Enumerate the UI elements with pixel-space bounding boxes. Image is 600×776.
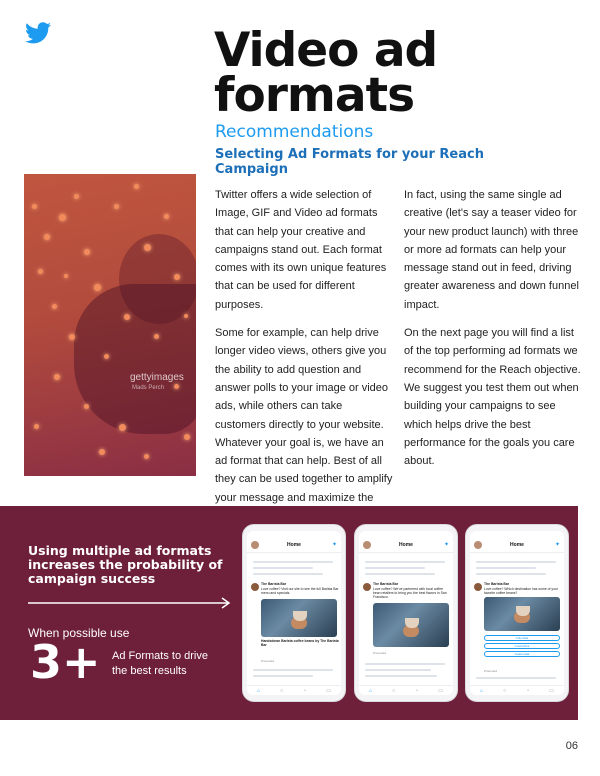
phone-mockup-website-card	[242, 524, 346, 702]
body-paragraph: On the next page you will find a list of the top performing ad formats we recommend for the Reach objective. We suggest you test them out when building your campaigns to see which helps drive the best performance for the goals you care about.	[404, 327, 581, 468]
light-dot	[32, 204, 37, 209]
body-paragraph: Some for example, can help drive longer video views, others give you the ability to add question and answer polls to your image or video ads, while others can take customers directly to your website. Whatever your goal is, we have an ad format that can help. Best of all they can be used together to amplify your message and maximize the	[215, 327, 393, 504]
twitter-bird-icon	[25, 22, 51, 44]
title-line-2: formats	[214, 68, 415, 123]
sparkle-icon: ✦	[554, 542, 560, 548]
callout-heading: Using multiple ad formats increases the probability of campaign success	[28, 543, 223, 586]
account-avatar	[251, 583, 259, 591]
hero-image	[24, 174, 196, 476]
home-icon: ⌂	[480, 687, 484, 694]
light-dot	[54, 374, 60, 380]
light-dot	[124, 314, 130, 320]
tweet-media	[484, 597, 560, 631]
light-dot	[99, 449, 105, 455]
light-dot	[94, 284, 101, 291]
poll-option[interactable]: Guatemala	[484, 651, 560, 657]
light-dot	[114, 204, 119, 209]
phone-mockup-video	[354, 524, 458, 702]
phone-header	[359, 539, 453, 553]
light-dot	[174, 384, 179, 389]
arrow-right-icon	[28, 596, 234, 610]
bell-icon: ◔	[415, 687, 419, 694]
light-dot	[154, 334, 159, 339]
bell-icon: ◔	[526, 687, 530, 694]
page-subtitle: Recommendations	[215, 122, 374, 142]
placeholder-line	[253, 561, 333, 563]
mail-icon: ▭	[438, 687, 443, 694]
body-paragraph: Twitter offers a wide selection of Image, GIF and Video ad formats that can help your creative and campaigns stand out. Each format comes with its own unique features that can be used for different purposes.	[215, 189, 387, 311]
media-cup	[516, 606, 530, 616]
light-dot	[44, 234, 50, 240]
body-column-left	[215, 186, 393, 535]
placeholder-line	[365, 669, 431, 671]
phone-screen	[359, 531, 453, 695]
body-column-right	[404, 186, 582, 480]
sparkle-icon: ✦	[331, 542, 337, 548]
callout-tail: Ad Formats to drive the best results	[112, 650, 208, 677]
light-dot	[69, 334, 75, 340]
tab-bar	[470, 685, 564, 695]
placeholder-line	[476, 573, 546, 575]
tweet-text: Love coffee? Visit our site to see the full Barista Bar menu and specials.	[261, 587, 339, 595]
phone-header	[247, 539, 341, 553]
promoted-label: Promoted	[373, 651, 387, 655]
placeholder-line	[253, 573, 323, 575]
phone-mockup-poll	[465, 524, 569, 702]
placeholder-line	[253, 675, 313, 677]
placeholder-line	[365, 663, 445, 665]
placeholder-line	[476, 567, 536, 569]
light-dot	[84, 249, 90, 255]
phone-screen	[247, 531, 341, 695]
home-icon: ⌂	[369, 687, 373, 694]
tab-bar	[247, 685, 341, 695]
placeholder-line	[476, 561, 556, 563]
bell-icon: ◔	[303, 687, 307, 694]
body-paragraph: In fact, using the same single ad creative (let's say a teaser video for your new product launch) with three or more ad formats can help your message stand out in feed, driving greater awareness and down funnel impact.	[404, 189, 579, 311]
light-dot	[52, 304, 57, 309]
light-dot	[164, 214, 169, 219]
light-dot	[64, 274, 68, 278]
light-dot	[59, 214, 66, 221]
light-dot	[119, 424, 126, 431]
poll-option[interactable]: Colombia	[484, 635, 560, 641]
hero-silhouette-body	[74, 284, 196, 434]
callout-number: 3+	[30, 635, 101, 689]
search-icon: ○	[392, 687, 396, 694]
tab-bar	[359, 685, 453, 695]
light-dot	[184, 314, 188, 318]
image-credit: Mads Perch	[132, 385, 165, 391]
placeholder-line	[365, 573, 435, 575]
page-number: 06	[565, 740, 578, 752]
account-name: The Barista Bar	[484, 582, 510, 586]
tweet-video	[373, 603, 449, 647]
placeholder-line	[253, 669, 333, 671]
light-dot	[38, 269, 43, 274]
phone-screen-title: Home	[510, 542, 524, 548]
placeholder-line	[365, 675, 437, 677]
light-dot	[34, 424, 39, 429]
card-caption: Handsdown Barista coffee beans by The Barista Bar	[261, 639, 339, 647]
light-dot	[84, 404, 89, 409]
light-dot	[144, 454, 149, 459]
page-title	[214, 23, 438, 123]
tweet-text: Love coffee? Which destination has some of your favorite coffee beans?	[484, 587, 559, 595]
phone-screen-title: Home	[287, 542, 301, 548]
title-line-1: Video ad	[214, 23, 438, 78]
media-cup	[405, 618, 419, 628]
placeholder-line	[365, 561, 445, 563]
account-avatar	[363, 583, 371, 591]
phone-screen	[470, 531, 564, 695]
mail-icon: ▭	[549, 687, 554, 694]
light-dot	[104, 354, 109, 359]
search-icon: ○	[503, 687, 507, 694]
phone-screen-title: Home	[399, 542, 413, 548]
home-icon: ⌂	[257, 687, 261, 694]
mail-icon: ▭	[326, 687, 331, 694]
section-heading: Selecting Ad Formats for your Reach Campaign	[215, 147, 484, 177]
light-dot	[134, 184, 139, 189]
placeholder-line	[253, 567, 313, 569]
image-watermark: gettyimages	[130, 372, 184, 383]
light-dot	[74, 194, 79, 199]
tweet-text: Love coffee? We've partnered with local coffee bean retailers to bring you the best flavors in San Francisco.	[373, 587, 447, 599]
tweet-media	[261, 599, 337, 637]
search-icon: ○	[280, 687, 284, 694]
poll-option[interactable]: Costa Rica	[484, 643, 560, 649]
light-dot	[144, 244, 151, 251]
promoted-label: Promoted	[484, 669, 498, 673]
account-avatar	[474, 583, 482, 591]
callout-when: When possible use	[28, 626, 130, 640]
placeholder-line	[365, 567, 425, 569]
media-cup	[293, 611, 307, 621]
phone-header	[470, 539, 564, 553]
light-dot	[174, 274, 180, 280]
account-name: The Barista Bar	[373, 582, 399, 586]
placeholder-line	[476, 677, 556, 679]
light-dot	[184, 434, 190, 440]
account-name: The Barista Bar	[261, 582, 287, 586]
promoted-label: Promoted	[261, 659, 275, 663]
sparkle-icon: ✦	[443, 542, 449, 548]
